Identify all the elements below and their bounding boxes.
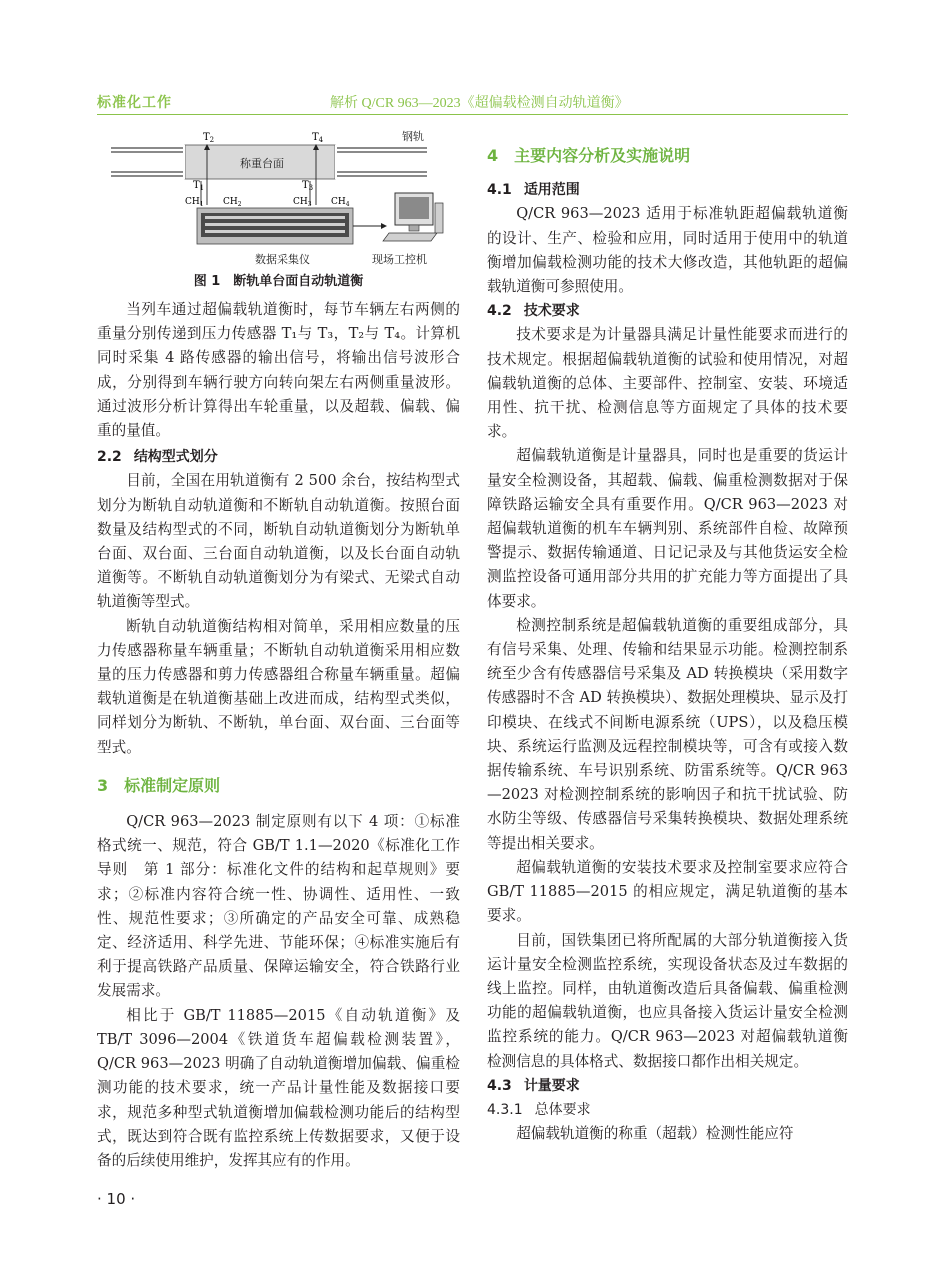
platform-gap-left: [183, 145, 185, 179]
section-title: 标准制定原则: [124, 775, 221, 795]
figure-1-diagram: [97, 125, 460, 290]
label-pc: 现场工控机: [372, 253, 427, 266]
label-t4: $T_4$: [312, 132, 324, 144]
paragraph: 相比于 GB/T 11885—2015《自动轨道衡》及 TB/T 3096—2004《铁道货车超偏载检测装置》，Q/CR 963—2023 明确了自动轨道衡增加偏载、偏重检测功能的技术要求，统一产品计量性能及数据接口要求，规范多种型式轨道衡增加偏载检测功能后的结构型式，既达到符合既有监控系统上传数据要求，又便于设备的后续使用维护，发挥其应有的作用。: [97, 1006, 460, 1169]
header-rule: [97, 114, 848, 115]
label-ch3: $CH_3$: [293, 197, 312, 208]
label-t3: $T_3$: [302, 180, 314, 192]
label-ch2: $CH_2$: [223, 197, 242, 208]
section-number: 4: [487, 146, 499, 165]
page-number: · 10 ·: [97, 1190, 136, 1208]
platform-gap-right: [335, 145, 337, 179]
running-title: 解析 Q/CR 963—2023《超偏载检测自动轨道衡》: [330, 96, 629, 111]
paragraph: Q/CR 963—2023 适用于标准轨距超偏载轨道衡的设计、生产、检验和应用，同时适用于使用中的轨道衡增加偏载检测功能的技术大修改造，其他轨距的超偏载轨道衡可参照使用。: [487, 205, 848, 296]
subsection-title: 结构型式划分: [133, 449, 218, 466]
paragraph: 目前，全国在用轨道衡有 2 500 余台，按结构型式划分为断轨自动轨道衡和不断轨自动轨道衡。按照台面数量及结构型式的不同，断轨自动轨道衡划分为断轨单台面、双台面、三台面自动轨道衡，以及长台面自动轨道衡等。不断轨自动轨道衡划分为有梁式、无梁式自动轨道衡等型式。: [97, 472, 460, 611]
paragraph: 超偏载轨道衡是计量器具，同时也是重要的货运计量安全检测设备，其超载、偏载、偏重检测数据对于保障铁路运输安全具有重要作用。Q/CR 963—2023 对超偏载轨道衡的机车车辆判别、系统部件自检、故障预警提示、数据传输通道、日记记录及与其他货运安全检测监控设备可通用部分共用的扩充能力等方面提出了具体要求。: [487, 447, 848, 610]
subsection-heading: [97, 445, 460, 469]
daq-ports: [205, 216, 345, 233]
subsubsection-title: 总体要求: [534, 1101, 591, 1118]
paragraph: Q/CR 963—2023 制定原则有以下 4 项：①标准格式统一、规范，符合 GB/T 1.1—2020《标准化工作导则 第 1 部分：标准化文件的结构和起草规则》要求；②标准内容符合统一性、协调性、适用性、一致性、规范性要求；③所确定的产品安全可靠、成熟稳定、经济适用、科学先进、节能环保；④标准实施后有利于提高铁路产品质量、保障运输安全，符合铁路行业发展需求。: [97, 813, 460, 1000]
label-ch4: $CH_4$: [331, 197, 350, 208]
subsection-title: 适用范围: [523, 182, 580, 199]
paragraph: 断轨自动轨道衡结构相对简单，采用相应数量的压力传感器称量车辆重量；不断轨自动轨道衡采用相应数量的压力传感器和剪力传感器组合称量车辆重量。超偏载轨道衡是在轨道衡基础上改进而成，结构型式类似，同样划分为断轨、不断轨，单台面、双台面、三台面等型式。: [97, 617, 460, 756]
subsection-title: 技术要求: [523, 303, 580, 320]
section-number: 3: [97, 775, 109, 795]
left-column: [97, 298, 460, 1173]
subsection-heading: [487, 1074, 848, 1098]
subsection-number: 4.3: [487, 1077, 512, 1094]
subsection-heading: [487, 178, 848, 202]
section-title: 主要内容分析及实施说明: [514, 146, 691, 165]
subsection-number: 2.2: [97, 449, 122, 466]
paragraph: 超偏载轨道衡的安装技术要求及控制室要求应符合 GB/T 11885—2015 的相应规定，满足轨道衡的基本要求。: [487, 858, 848, 925]
label-ch1: $CH_1$: [185, 197, 204, 208]
label-t2: $T_2$: [203, 132, 215, 144]
subsection-heading: [487, 299, 848, 323]
label-platform: 称重台面: [240, 157, 284, 170]
arrow-to-pc: [381, 223, 387, 229]
figure-caption: 图 1 断轨单台面自动轨道衡: [193, 274, 364, 289]
pc-icon: [383, 193, 443, 241]
subsection-title: 计量要求: [523, 1077, 580, 1094]
paragraph: 技术要求是为计量器具满足计量性能要求而进行的技术规定。根据超偏载轨道衡的试验和使用情况，对超偏载轨道衡的总体、主要部件、控制室、安装、环境适用性、抗干扰、检测信息等方面规定了具体的技术要求。: [487, 326, 848, 441]
paragraph: 超偏载轨道衡的称重（超载）检测性能应符: [516, 1125, 794, 1143]
section-heading: [487, 144, 848, 168]
paragraph: 当列车通过超偏载轨道衡时，每节车辆左右两侧的重量分别传递到压力传感器 T₁与 T₃，T₂与 T₄。计算机同时采集 4 路传感器的输出信号，将输出信号波形合成，分别得到车辆行驶方向转向架左右两侧重量波形。通过波形分析计算得出车轮重量，以及超载、偏载、偏重的量值。: [97, 301, 460, 440]
label-rail: 钢轨: [402, 130, 424, 143]
subsubsection-heading: [487, 1098, 848, 1122]
label-daq: 数据采集仪: [255, 253, 310, 266]
right-column: [487, 144, 848, 1146]
section-heading: [97, 774, 460, 798]
paragraph: 目前，国铁集团已将所配属的大部分轨道衡接入货运计量安全检测监控系统，实现设备状态及过车数据的线上监控。同样，由轨道衡改造后具备偏载、偏重检测功能的超偏载轨道衡，也应具备接入货运计量安全检测监控系统的能力。Q/CR 963—2023 对超偏载轨道衡检测信息的具体格式、数据接口都作出相关规定。: [487, 931, 848, 1070]
journal-section: 标准化工作: [97, 95, 172, 111]
subsection-number: 4.1: [487, 182, 512, 199]
subsubsection-number: 4.3.1: [487, 1101, 523, 1118]
subsection-number: 4.2: [487, 303, 512, 320]
label-t1: $T_1$: [193, 180, 205, 192]
paragraph: 检测控制系统是超偏载轨道衡的重要组成部分，具有信号采集、处理、传输和结果显示功能。检测控制系统至少含有传感器信号采集及 AD 转换模块（采用数字传感器时不含 AD 转换模块）、数据处理模块、显示及打印模块、在线式不间断电源系统（UPS），以及稳压模块、系统运行监测及远程控制模块等，可含有或接入数据传输系统、车号识别系统、防雷系统等。Q/CR 963—2023 对检测控制系统的影响因子和抗干扰试验、防水防尘等级、传感器信号采集转换模块、数据处理系统等提出相关要求。: [487, 616, 848, 852]
